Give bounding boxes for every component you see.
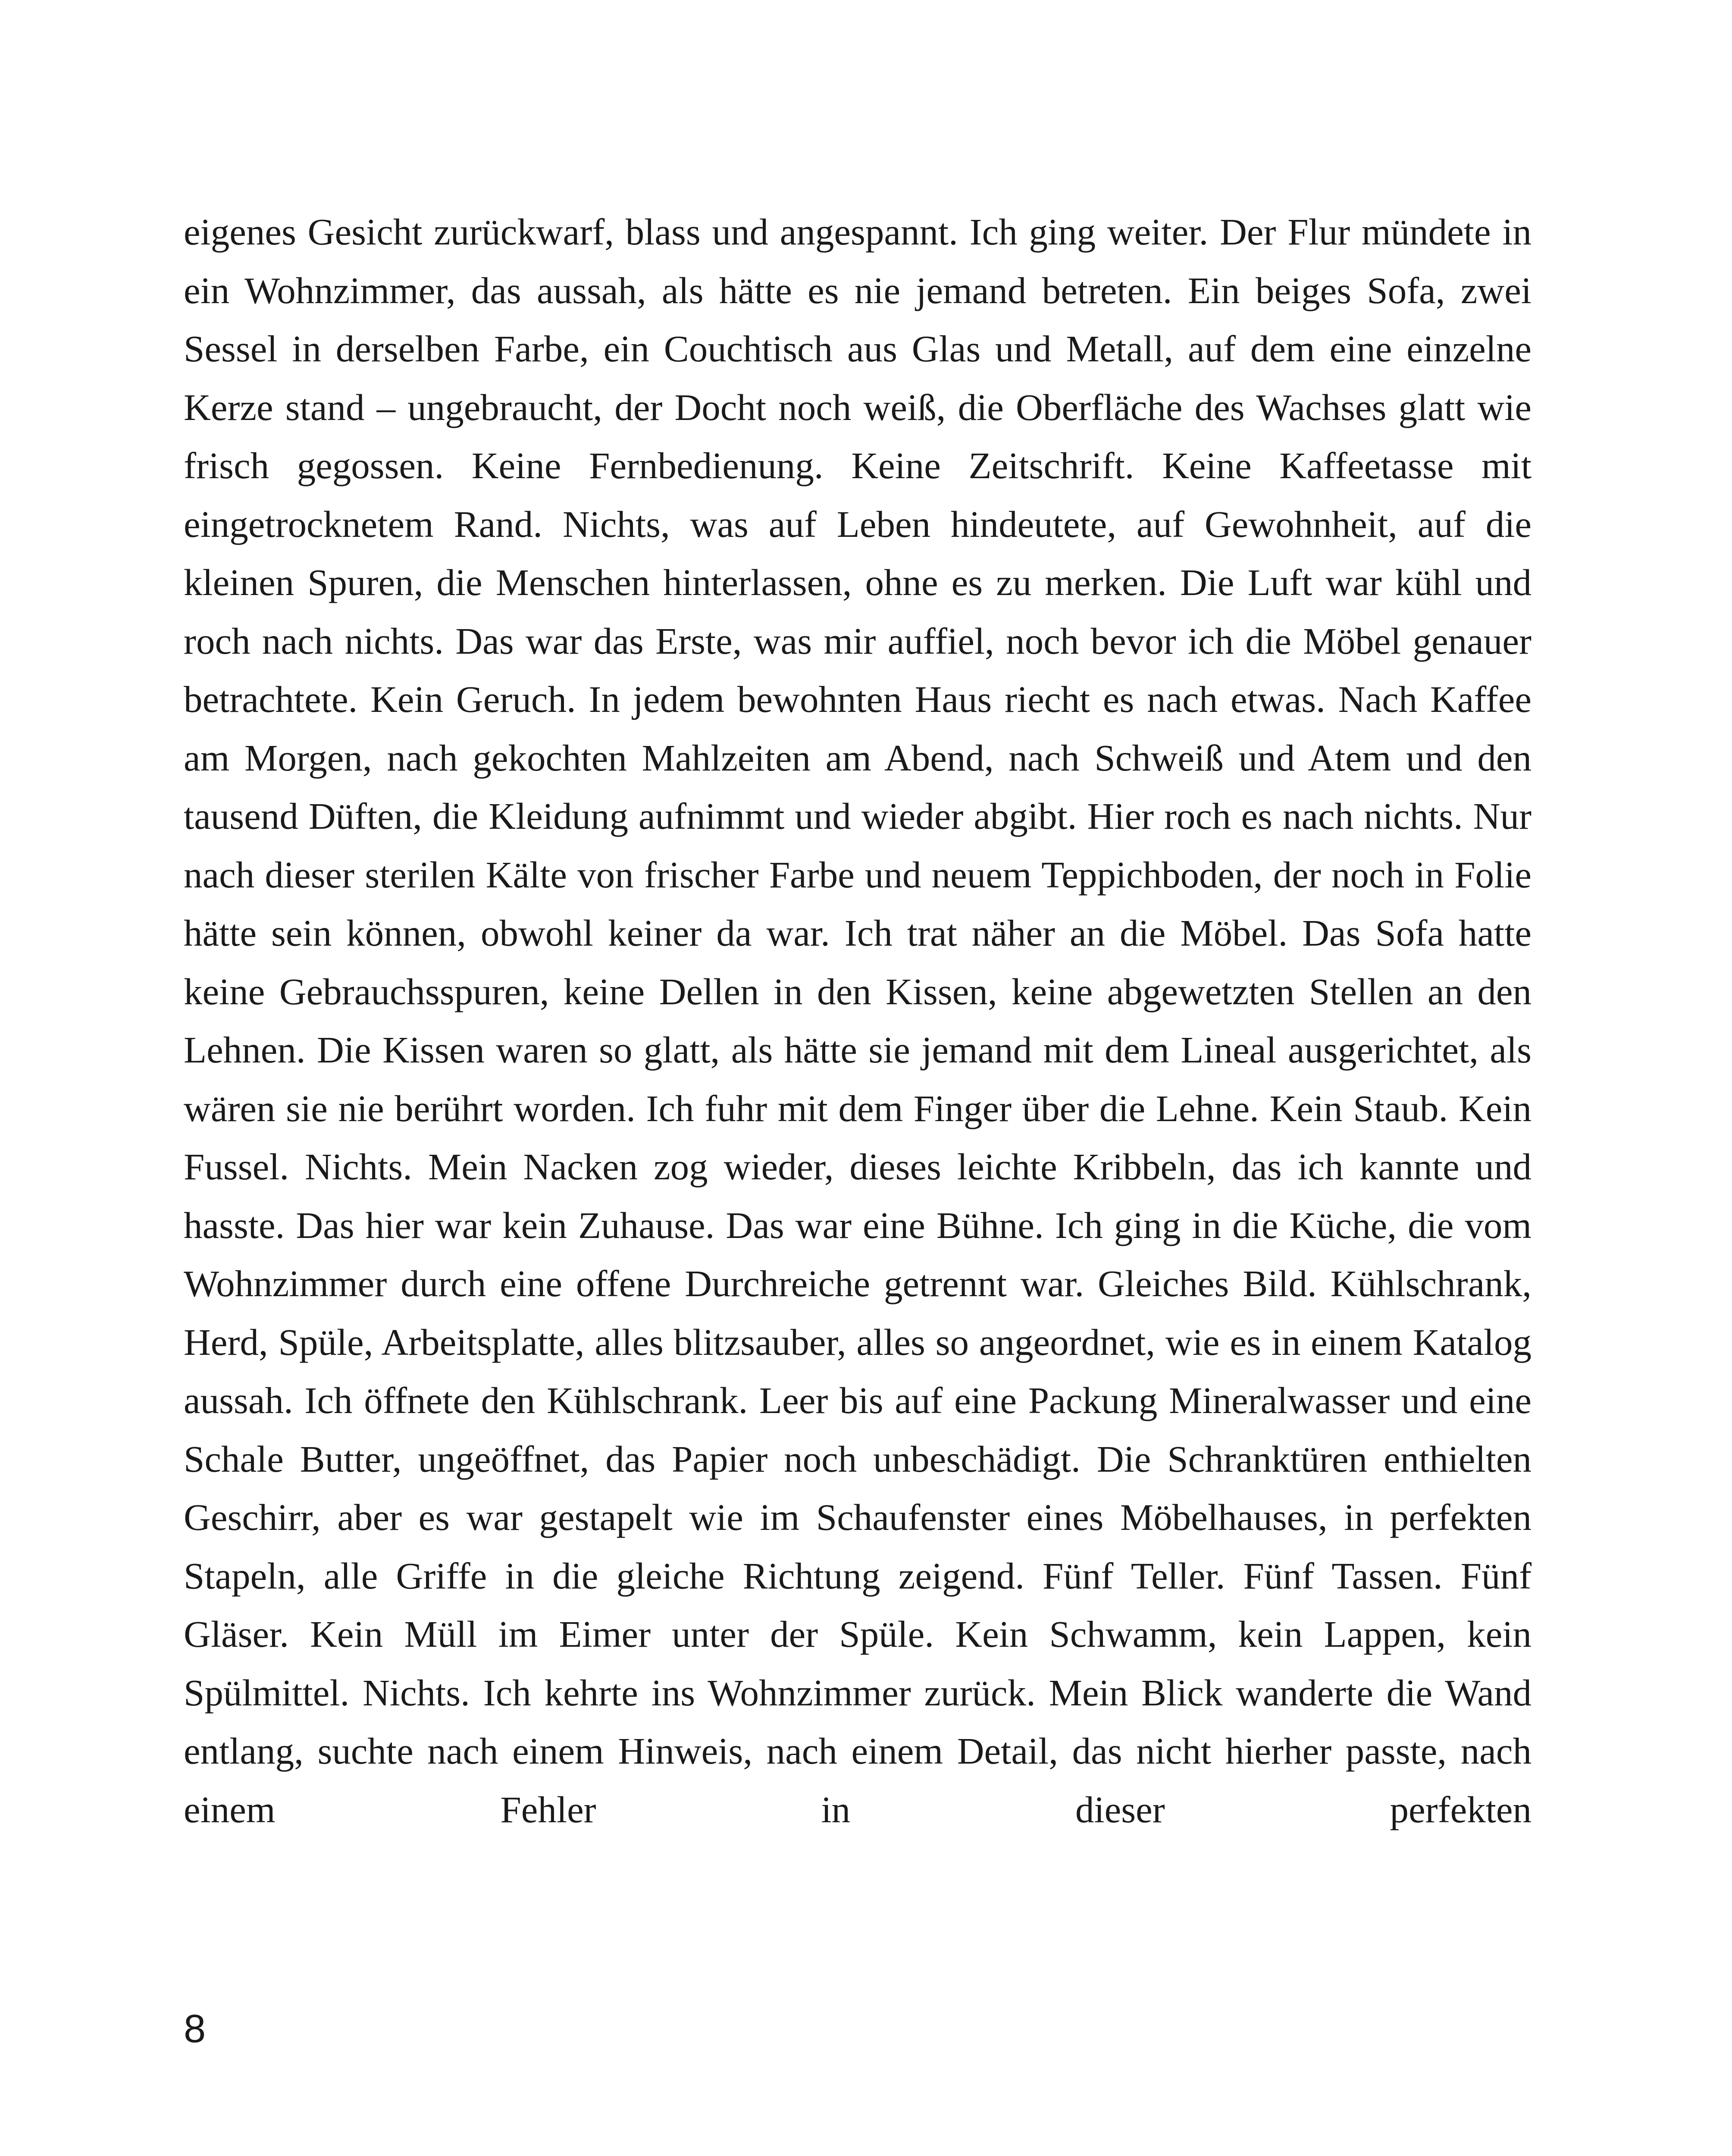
- page-number: 8: [184, 2007, 206, 2051]
- body-paragraph: eigenes Gesicht zurückwarf, blass und angespannt. Ich ging weiter. Der Flur mündete in ein Wohnzimmer, das aussah, als hätte es nie jemand betreten. Ein beiges Sofa, zwei Sessel in derselben Farbe, ein Couchtisch aus Glas und Metall, auf dem eine einzelne Kerze stand – ungebraucht, der Docht noch weiß, die Oberfläche des Wachses glatt wie frisch gegossen. Keine Fernbedienung. Keine Zeitschrift. Keine Kaffeetasse mit eingetrocknetem Rand. Nichts, was auf Leben hindeutete, auf Gewohnheit, auf die kleinen Spuren, die Menschen hinterlassen, ohne es zu merken. Die Luft war kühl und roch nach nichts. Das war das Erste, was mir auffiel, noch bevor ich die Möbel genauer betrachtete. Kein Geruch. In jedem bewohnten Haus riecht es nach etwas. Nach Kaffee am Morgen, nach gekochten Mahlzeiten am Abend, nach Schweiß und Atem und den tausend Düften, die Kleidung aufnimmt und wieder abgibt. Hier roch es nach nichts. Nur nach dieser sterilen Kälte von frischer Farbe und neuem Teppichboden, der noch in Folie hätte sein können, obwohl keiner da war. Ich trat näher an die Möbel. Das Sofa hatte keine Gebrauchsspuren, keine Dellen in den Kissen, keine abgewetzten Stellen an den Lehnen. Die Kissen waren so glatt, als hätte sie jemand mit dem Lineal ausgerichtet, als wären sie nie berührt worden. Ich fuhr mit dem Finger über die Lehne. Kein Staub. Kein Fussel. Nichts. Mein Nacken zog wieder, dieses leichte Kribbeln, das ich kannte und hasste. Das hier war kein Zuhause. Das war eine Bühne. Ich ging in die Küche, die vom Wohnzimmer durch eine offene Durchreiche getrennt war. Gleiches Bild. Kühlschrank, Herd, Spüle, Arbeitsplatte, alles blitzsauber, alles so angeordnet, wie es in einem Katalog aussah. Ich öffnete den Kühlschrank. Leer bis auf eine Packung Mineralwasser und eine Schale Butter, ungeöffnet, das Papier noch unbeschädigt. Die Schranktüren enthielten Geschirr, aber es war gestapelt wie im Schaufenster eines Möbelhauses, in perfekten Stapeln, alle Griffe in die gleiche Richtung zeigend. Fünf Teller. Fünf Tassen. Fünf Gläser. Kein Müll im Eimer unter der Spüle. Kein Schwamm, kein Lappen, kein Spülmittel. Nichts. Ich kehrte ins Wohnzimmer zurück. Mein Blick wanderte die Wand entlang, suchte nach einem Hinweis, nach einem Detail, das nicht hierher passte, nach einem Fehler in dieser perfekten: [184, 211, 1532, 1830]
